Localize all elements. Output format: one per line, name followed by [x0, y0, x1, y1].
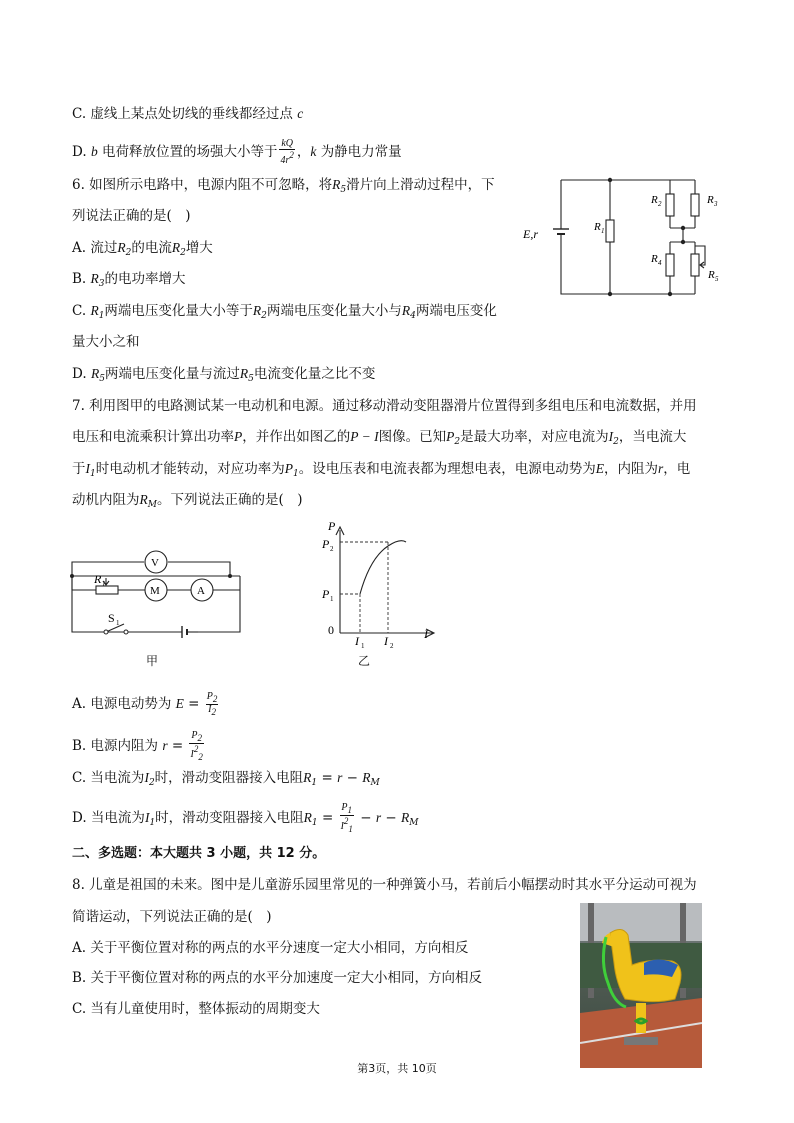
q7-option-d[interactable]: D. 当电流为$I_1$时，滑动变阻器接入电阻$R_1$ = $\frac{P_1}{I^2_1}$ − $r - R_M$: [72, 802, 419, 834]
svg-text:4: 4: [658, 259, 662, 267]
svg-text:1: 1: [361, 642, 365, 648]
section-heading-multi-choice: 二、多选题：本大题共 3 小题，共 12 分。: [72, 846, 326, 861]
svg-text:I: I: [355, 634, 359, 648]
svg-text:0: 0: [328, 623, 334, 637]
svg-text:R: R: [594, 221, 601, 233]
q7-option-b[interactable]: B. 电源内阻为 r = $\frac{P_2}{I^2_2}$: [72, 730, 203, 762]
svg-text:1: 1: [330, 595, 334, 603]
svg-text:P: P: [322, 587, 330, 601]
q7-option-a[interactable]: A. 电源电动势为 E = $\frac{P_2}{I_2}$: [72, 691, 218, 717]
svg-text:1: 1: [102, 580, 106, 588]
q8-stem-line2: 简谐运动，下列说法正确的是( ): [72, 909, 272, 925]
q7-circuit-jia: [60, 540, 260, 670]
svg-text:P: P: [328, 519, 336, 533]
q7-stem-line1: 7. 利用图甲的电路测试某一电动机和电源。通过移动滑动变阻器滑片位置得到多组电压和电流数据，并用: [72, 398, 697, 414]
svg-text:R: R: [708, 269, 715, 281]
svg-text:I: I: [384, 634, 388, 648]
svg-text:2: 2: [330, 545, 334, 553]
svg-text:2: 2: [390, 642, 394, 648]
figure-label-jia: 甲: [146, 654, 159, 668]
q8-option-b[interactable]: B. 关于平衡位置对称的两点的水平分加速度一定大小相同，方向相反: [72, 970, 483, 986]
spring-horse-photo: [580, 903, 702, 1068]
svg-text:A: A: [197, 585, 205, 597]
figure-label-yi: 乙: [358, 654, 371, 668]
q6-stem-line1: 6. 如图所示电路中，电源内阻不可忽略，将$R_5$滑片向上滑动过程中，下: [72, 177, 495, 195]
q7-stem-line4: 动机内阻为$R_M$。下列说法正确的是( ): [72, 492, 303, 510]
svg-text:P: P: [322, 537, 330, 551]
q6-emf-label: E,r: [523, 227, 538, 241]
svg-text:5: 5: [715, 275, 719, 283]
q6-option-b[interactable]: B. $R_3$的电功率增大: [72, 271, 186, 289]
svg-text:R: R: [94, 572, 102, 586]
fraction-kq-4r2: $\frac{kQ}{4r^2}$: [280, 138, 294, 166]
page-footer: 第3页，共 10页: [357, 1062, 437, 1075]
q6-option-a[interactable]: A. 流过$R_2$的电流$R_2$增大: [72, 240, 213, 258]
q6-circuit-diagram: [515, 170, 740, 305]
svg-text:I: I: [424, 627, 428, 641]
svg-text:R: R: [707, 194, 714, 206]
q7-option-c[interactable]: C. 当电流为$I_2$时，滑动变阻器接入电阻$R_1 = r - R_M$: [72, 770, 380, 788]
svg-text:3: 3: [714, 200, 718, 208]
q6-option-c[interactable]: C. $R_1$两端电压变化量大小等于$R_2$两端电压变化量大小与$R_4$两端电压变化: [72, 303, 497, 321]
svg-text:2: 2: [658, 200, 662, 208]
svg-text:R: R: [651, 253, 658, 265]
svg-text:S: S: [108, 611, 115, 625]
q8-option-a[interactable]: A. 关于平衡位置对称的两点的水平分速度一定大小相同，方向相反: [72, 940, 469, 956]
q7-stem-line3: 于$I_1$时电动机才能转动，对应功率为$P_1$。设电压表和电流表都为理想电表，电源电动势为E，内阻为r，电: [72, 461, 691, 479]
q6-option-c-cont: 量大小之和: [72, 334, 140, 350]
q7-pi-graph: [318, 518, 443, 648]
q7-stem-line2: 电压和电流乘积计算出功率P，并作出如图乙的P − I图像。已知$P_2$是最大功率，对应电流为$I_2$，当电流大: [72, 429, 687, 447]
svg-text:1: 1: [601, 227, 605, 235]
q8-stem-line1: 8. 儿童是祖国的未来。图中是儿童游乐园里常见的一种弹簧小马，若前后小幅摆动时其水平分运动可视为: [72, 877, 697, 893]
q6-stem-line2: 列说法正确的是( ): [72, 208, 191, 224]
q6-option-d[interactable]: D. $R_5$两端电压变化量与流过$R_5$电流变化量之比不变: [72, 366, 376, 384]
svg-text:M: M: [150, 585, 160, 597]
q5-option-d[interactable]: D. b 电荷释放位置的场强大小等于 $\frac{kQ}{4r^2}$ ，k 为静电力常量: [72, 138, 402, 166]
q5-option-c[interactable]: C. 虚线上某点处切线的垂线都经过点 c: [72, 106, 304, 122]
svg-text:R: R: [651, 194, 658, 206]
q8-option-c[interactable]: C. 当有儿童使用时，整体振动的周期变大: [72, 1001, 320, 1017]
svg-text:V: V: [151, 557, 159, 569]
svg-text:1: 1: [116, 619, 120, 627]
